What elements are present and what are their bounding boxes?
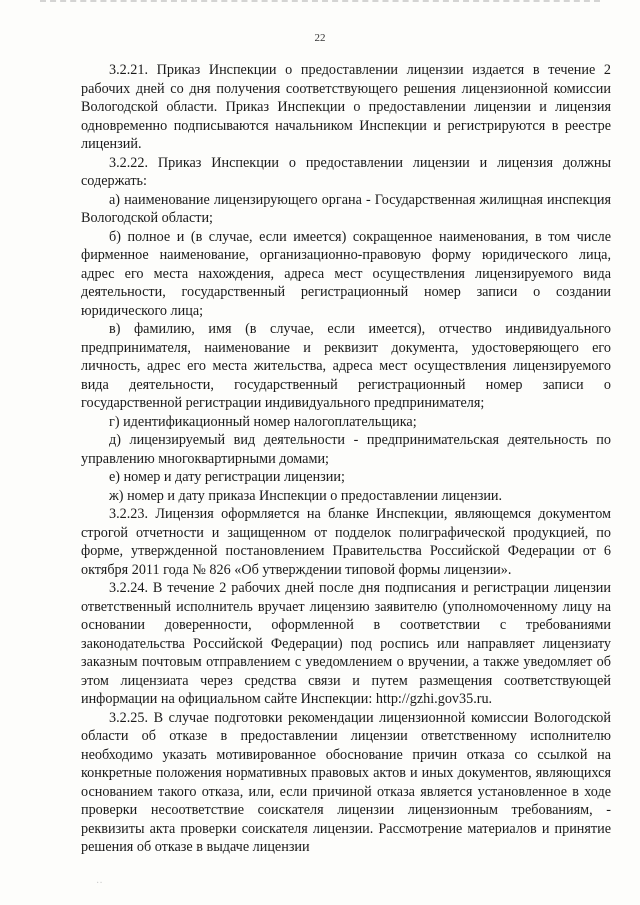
- scan-edge-artifact: [40, 0, 600, 6]
- document-body: [81, 61, 611, 857]
- paragraph-3-2-25: 3.2.25. В случае подготовки рекомендации лицензионной комиссии Вологодской области об отказе в предоставлении лицензии ответственному исполнителю необходимо указать мотивированное обоснование причин отказа со ссылкой на конкретные положения нормативных правовых актов и иных документов, являющихся основанием такого отказа, или, если причиной отказа является установленное в ходе проверки несоответствие соискателя лицензии лицензионным требованиям, - реквизиты акта проверки соискателя лицензии. Рассмотрение материалов и принятие решения об отказе в выдаче лицензии: [81, 709, 611, 855]
- scan-smudge: ··: [96, 878, 103, 889]
- list-item-a: а) наименование лицензирующего органа - Государственная жилищная инспекция Вологодской области;: [81, 191, 611, 226]
- list-item-b: б) полное и (в случае, если имеется) сокращенное наименования, в том числе фирменное наименование, организационно-правовую форму юридического лица, адрес его места нахождения, адреса мест осуществления лицензируемого вида деятельности, государственный регистрационный номер записи о создании юридического лица;: [81, 228, 611, 319]
- paragraph-3-2-22: 3.2.22. Приказ Инспекции о предоставлении лицензии и лицензия должны содержать:: [81, 154, 611, 189]
- list-item-v: в) фамилию, имя (в случае, если имеется), отчество индивидуального предпринимателя, наименование и реквизит документа, удостоверяющего его личность, адрес его места жительства, адреса мест осуществления лицензируемого вида деятельности, государственный регистрационный номер записи о государственной регистрации индивидуального предпринимателя;: [81, 321, 611, 411]
- page-number: 22: [314, 32, 326, 44]
- list-item-zh: ж) номер и дату приказа Инспекции о предоставлении лицензии.: [109, 487, 503, 504]
- list-item-e: е) номер и дату регистрации лицензии;: [109, 469, 345, 485]
- paragraph-3-2-21: 3.2.21. Приказ Инспекции о предоставлении лицензии издается в течение 2 рабочих дней со дня получения соответствующего решения лицензионной комиссии Вологодской области. Приказ Инспекции о предоставлении лицензии и лицензия одновременно подписываются начальником Инспекции и регистрируются в реестре лицензий.: [81, 62, 611, 152]
- paragraph-3-2-24: 3.2.24. В течение 2 рабочих дней после дня подписания и регистрации лицензии ответственный исполнитель вручает лицензию заявителю (уполномоченному лицу на основании доверенности, оформленной в соответствии с требованиями законодательства Российской Федерации) под роспись или направляет лицензиату заказным почтовым отправлением с уведомлением о вручении, а также уведомляет об этом лицензиата через средства связи и путем размещения соответствующей информации на официальном сайте Инспекции: http://gzhi.gov35.ru.: [81, 580, 611, 707]
- paragraph-3-2-23: 3.2.23. Лицензия оформляется на бланке Инспекции, являющемся документом строгой отчетности и защищенном от подделок полиграфической продукцией, по форме, утвержденной постановлением Правительства Российской Федерации от 6 октября 2011 года № 826 «Об утверждении типовой формы лицензии».: [81, 506, 611, 578]
- list-item-g: г) идентификационный номер налогоплательщика;: [109, 413, 417, 430]
- list-item-d: д) лицензируемый вид деятельности - предпринимательская деятельность по управлению многоквартирными домами;: [81, 432, 611, 467]
